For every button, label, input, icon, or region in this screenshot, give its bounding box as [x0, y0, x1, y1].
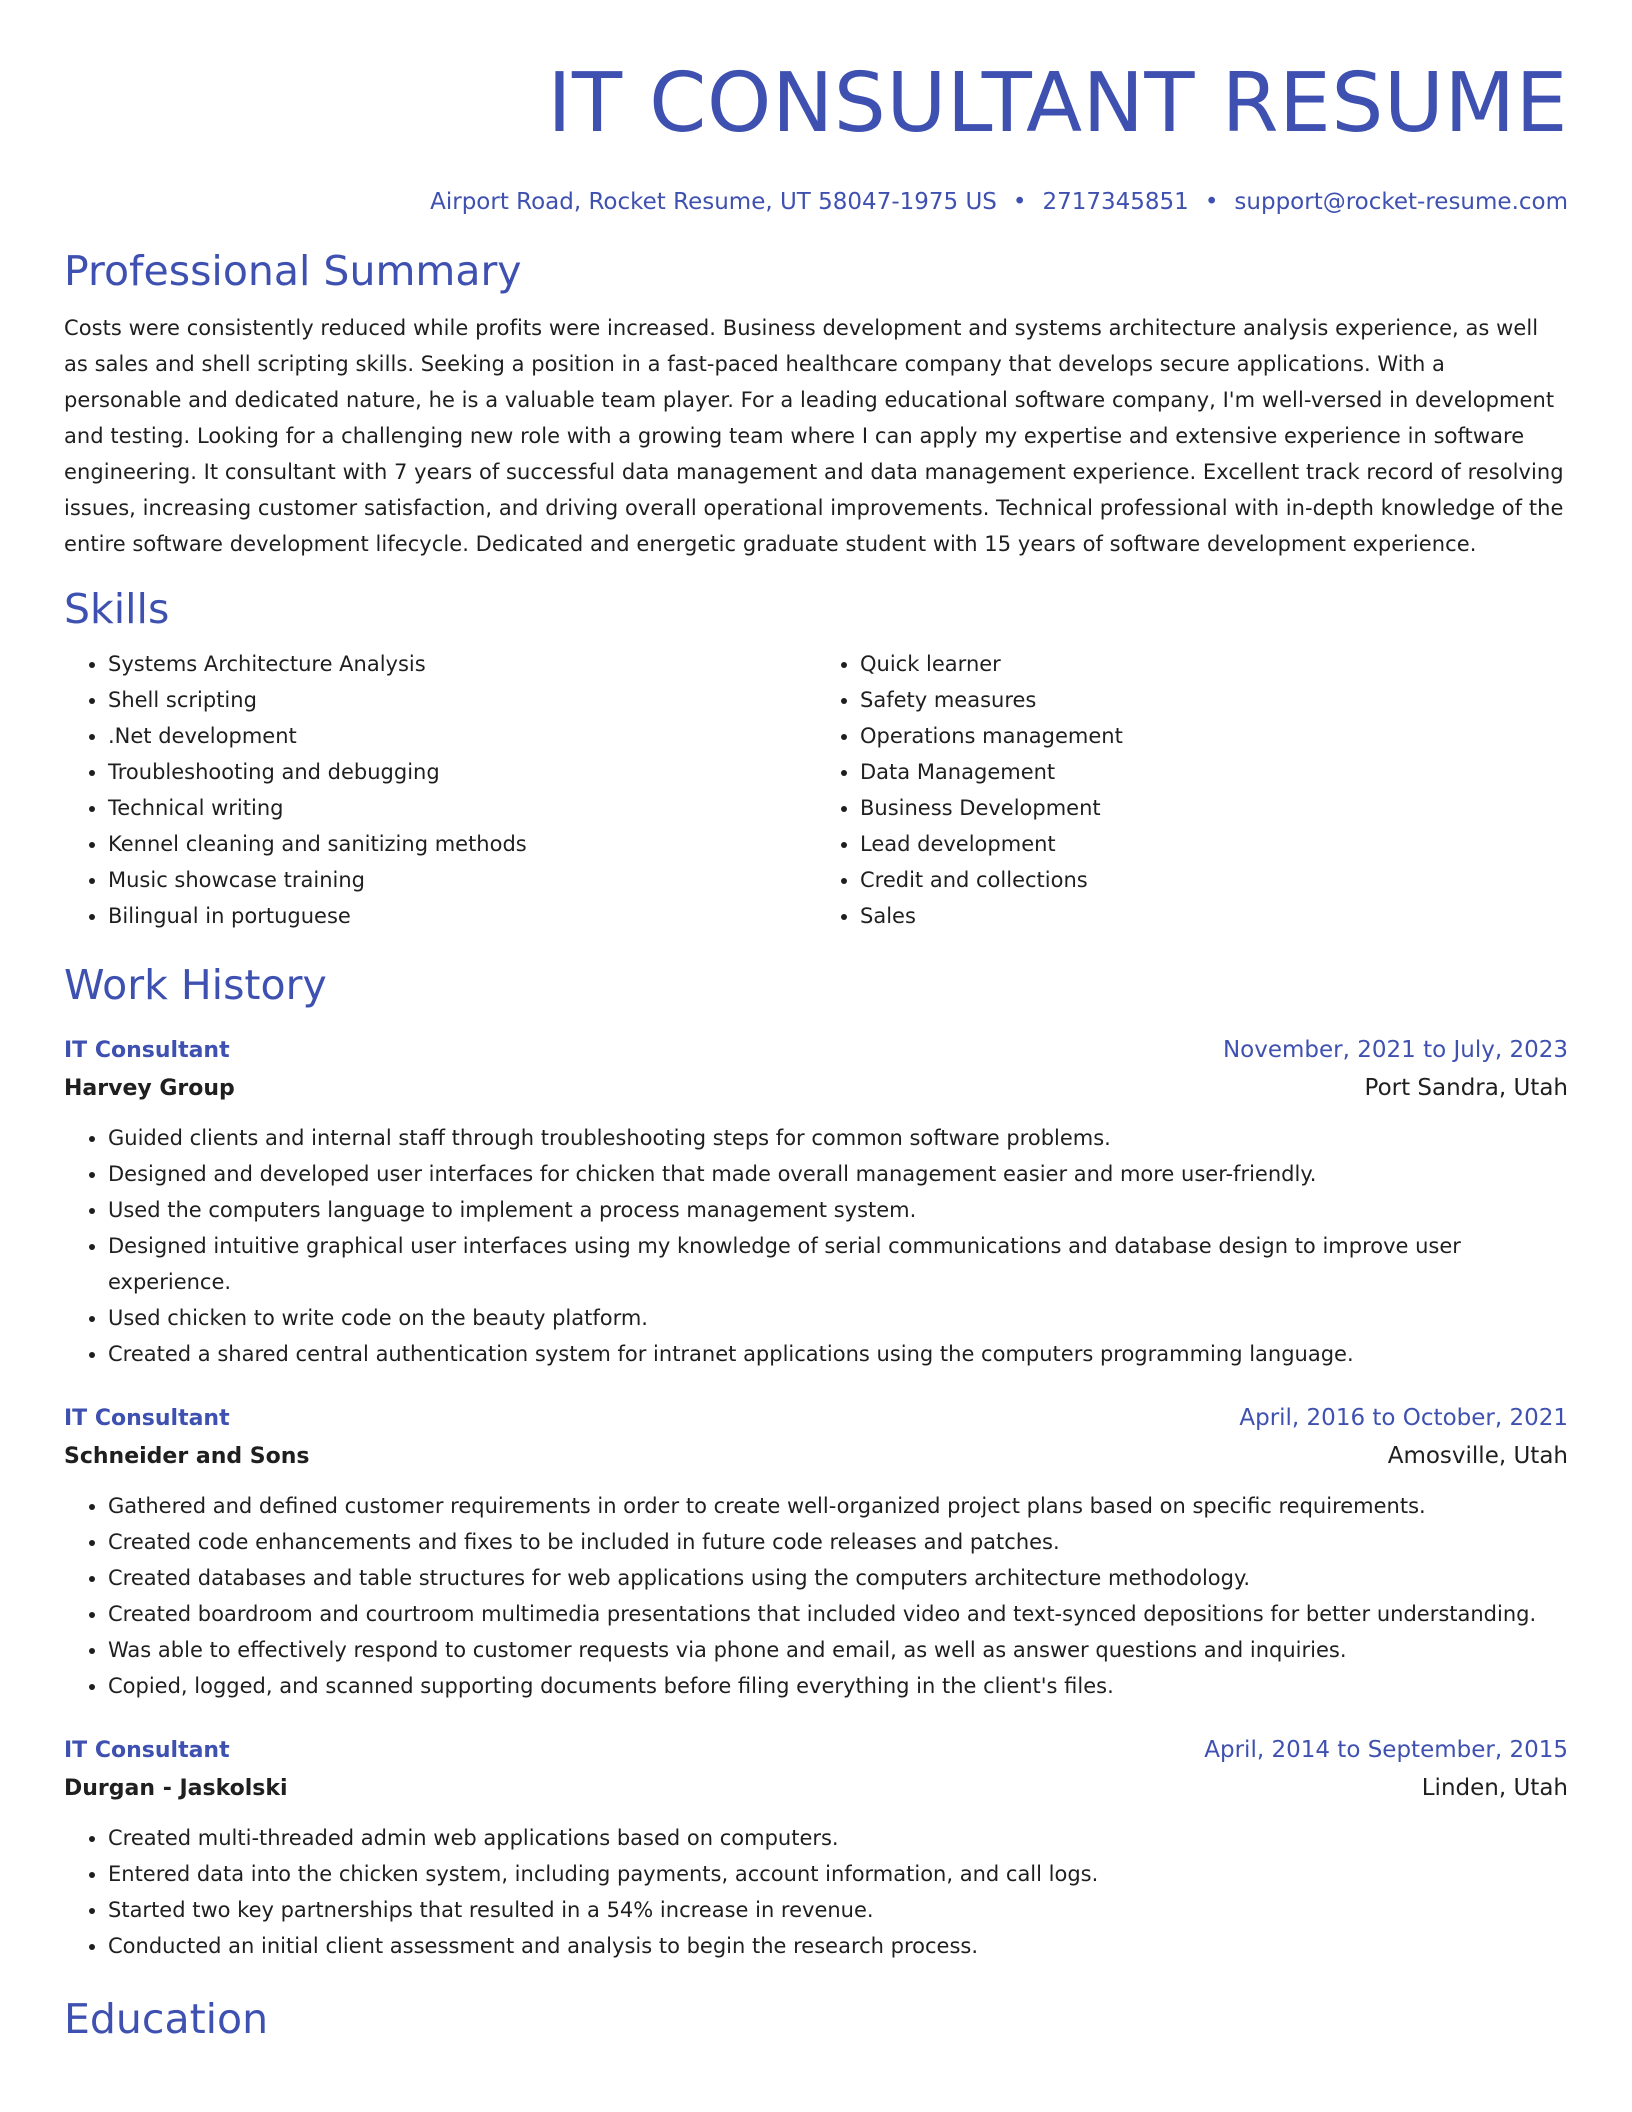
job-location: Amosville, Utah: [1387, 1443, 1568, 1469]
job-bullet: • Was able to effectively respond to customer requests via phone and email, as well as answer questions and inquiries.: [108, 1632, 1568, 1668]
job-dates: November, 2021 to July, 2023: [1222, 1037, 1568, 1063]
skills-list: [64, 646, 1568, 934]
contact-separator: •: [1204, 189, 1219, 215]
job-bullet: • Guided clients and internal staff through troubleshooting steps for common software problems.: [108, 1120, 1568, 1156]
job-title-row: [64, 1032, 1568, 1069]
education-heading: Education: [64, 1995, 269, 2043]
contact-info: [64, 186, 1568, 218]
job-bullet: • Created boardroom and courtroom multimedia presentations that included video and text-synced depositions for better understanding.: [108, 1596, 1568, 1632]
job-company: Harvey Group: [64, 1076, 235, 1101]
skill-item: • Music showcase training: [108, 862, 816, 898]
job-bullet: • Designed and developed user interfaces for chicken that made overall management easier and more user-friendly.: [108, 1156, 1568, 1192]
skill-item: • Bilingual in portuguese: [108, 898, 816, 934]
skill-item: • .Net development: [108, 718, 816, 754]
job-title-row: [64, 1732, 1568, 1769]
skill-item: • Kennel cleaning and sanitizing methods: [108, 826, 816, 862]
job-entry: [64, 1732, 1568, 1964]
job-company-row: [64, 1437, 1568, 1476]
job-bullet: • Used the computers language to implement a process management system.: [108, 1192, 1568, 1228]
skills-heading: Skills: [64, 585, 170, 633]
job-company: Durgan - Jaskolski: [64, 1776, 288, 1801]
contact-phone: 2717345851: [1042, 189, 1189, 215]
summary-text: Costs were consistently reduced while profits were increased. Business development and systems architecture analysis experience, as well as sales and shell scripting skills. Seeking a position in a fast-paced healthcare company that develops secure applications. With a personable and dedicated nature, he is a valuable team player. For a leading educational software company, I'm well-versed in development and testing. Looking for a challenging new role with a growing team where I can apply my expertise and extensive experience in software engineering. It consultant with 7 years of successful data management and data management experience. Excellent track record of resolving issues, increasing customer satisfaction, and driving overall operational improvements. Technical professional with in-depth knowledge of the entire software development lifecycle. Dedicated and energetic graduate student with 15 years of software development experience.: [64, 316, 1564, 556]
job-bullets: [64, 1120, 1568, 1372]
skill-item: • Technical writing: [108, 790, 816, 826]
skill-item: • Data Management: [860, 754, 1568, 790]
job-title: IT Consultant: [64, 1038, 230, 1063]
skill-item: • Operations management: [860, 718, 1568, 754]
job-company-row: [64, 1069, 1568, 1108]
job-title: IT Consultant: [64, 1738, 230, 1763]
skill-item: • Credit and collections: [860, 862, 1568, 898]
skill-item: • Lead development: [860, 826, 1568, 862]
job-location: Linden, Utah: [1421, 1775, 1568, 1801]
job-entry: [64, 1032, 1568, 1372]
job-bullet: • Entered data into the chicken system, including payments, account information, and call logs.: [108, 1856, 1568, 1892]
skill-item: • Troubleshooting and debugging: [108, 754, 816, 790]
skill-item: • Systems Architecture Analysis: [108, 646, 816, 682]
job-bullets: [64, 1488, 1568, 1704]
skill-item: • Quick learner: [860, 646, 1568, 682]
skill-item: • Business Development: [860, 790, 1568, 826]
job-bullet: • Created a shared central authentication system for intranet applications using the computers programming language.: [108, 1336, 1568, 1372]
skill-item: • Sales: [860, 898, 1568, 934]
job-bullet: • Conducted an initial client assessment and analysis to begin the research process.: [108, 1928, 1568, 1964]
job-title-row: [64, 1400, 1568, 1437]
summary-heading: Professional Summary: [64, 247, 522, 295]
job-entry: [64, 1400, 1568, 1704]
job-bullets: [64, 1820, 1568, 1964]
job-dates: April, 2014 to September, 2015: [1204, 1737, 1568, 1763]
resume-page: [64, 0, 1568, 2044]
work-history-heading: Work History: [64, 961, 327, 1009]
skills-column-right: [816, 646, 1568, 934]
job-company-row: [64, 1769, 1568, 1808]
skills-column-left: [64, 646, 816, 934]
job-bullet: • Created code enhancements and fixes to be included in future code releases and patches.: [108, 1524, 1568, 1560]
job-bullet: • Copied, logged, and scanned supporting documents before filing everything in the client's files.: [108, 1668, 1568, 1704]
skill-item: • Shell scripting: [108, 682, 816, 718]
job-company: Schneider and Sons: [64, 1444, 310, 1469]
job-bullet: • Started two key partnerships that resulted in a 54% increase in revenue.: [108, 1892, 1568, 1928]
resume-title: IT CONSULTANT RESUME: [547, 56, 1568, 151]
job-title: IT Consultant: [64, 1406, 230, 1431]
contact-address: Airport Road, Rocket Resume, UT 58047-1975 US: [430, 189, 997, 215]
contact-email: support@rocket-resume.com: [1234, 189, 1568, 215]
job-bullet: • Used chicken to write code on the beauty platform.: [108, 1300, 1568, 1336]
job-bullet: • Created multi-threaded admin web applications based on computers.: [108, 1820, 1568, 1856]
job-bullet: • Gathered and defined customer requirements in order to create well-organized project plans based on specific requirements.: [108, 1488, 1568, 1524]
job-bullet: • Created databases and table structures for web applications using the computers architecture methodology.: [108, 1560, 1568, 1596]
job-location: Port Sandra, Utah: [1364, 1075, 1568, 1101]
contact-separator: •: [1012, 189, 1027, 215]
job-bullet: • Designed intuitive graphical user interfaces using my knowledge of serial communications and database design to improve user experience.: [108, 1228, 1568, 1300]
job-dates: April, 2016 to October, 2021: [1239, 1405, 1568, 1431]
skill-item: • Safety measures: [860, 682, 1568, 718]
